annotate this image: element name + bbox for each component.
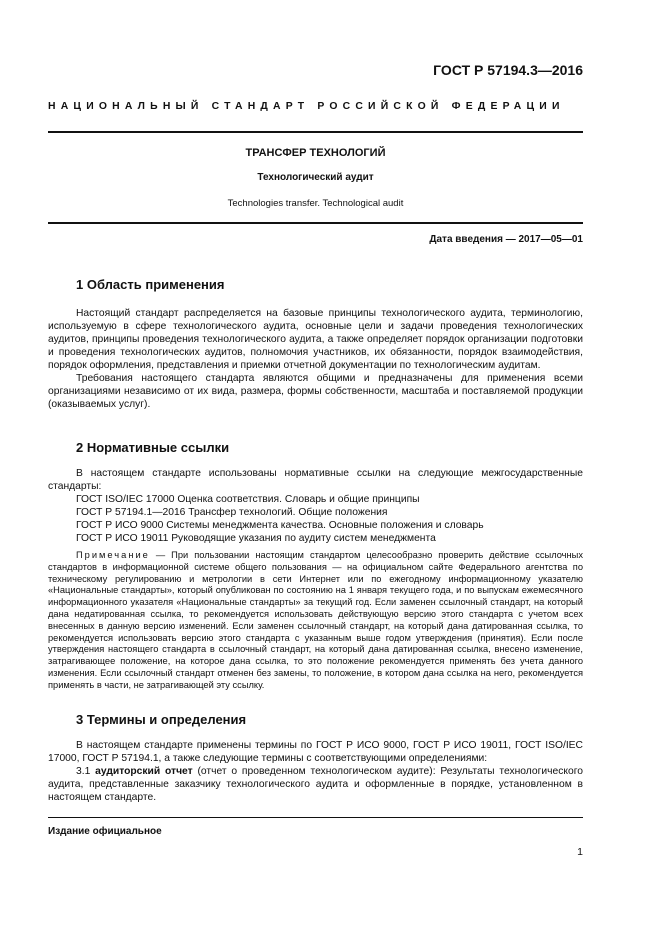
paragraph: Настоящий стандарт распределяется на базовые принципы технологического аудита, терминологию, используемую в сфере технологического аудита, основные цели и задачи проведения технологических аудитов, принципы проведения технологического аудита, а также определяет порядок организации подготовки и проведения технологических аудитов, полномочия участников, их обязанности, порядок взаимодействия, порядок оформления, представления и приемки отчетной документации по технологическим аудитам. [48, 308, 583, 371]
reference-item: ГОСТ Р 57194.1—2016 Трансфер технологий. Общие положения [76, 507, 388, 518]
reference-item: ГОСТ ISO/IEC 17000 Оценка соответствия. Словарь и общие принципы [76, 494, 420, 505]
section-heading: 3 Термины и определения [76, 712, 247, 727]
english-title: Technologies transfer. Technological audit [227, 198, 404, 209]
main-title: ТРАНСФЕР ТЕХНОЛОГИЙ [245, 147, 386, 159]
reference-item: ГОСТ Р ИСО 19011 Руководящие указания по аудиту систем менеджмента [76, 533, 436, 544]
reference-item: ГОСТ Р ИСО 9000 Системы менеджмента качества. Основные положения и словарь [76, 520, 484, 531]
page-number: 1 [577, 846, 583, 858]
note-paragraph [48, 550, 583, 692]
section-scope [48, 277, 583, 411]
term-name: аудиторский отчет [95, 766, 193, 777]
national-standard-banner: НАЦИОНАЛЬНЫЙ СТАНДАРТ РОССИЙСКОЙ ФЕДЕРАЦИИ [48, 101, 565, 112]
section-heading: 2 Нормативные ссылки [76, 440, 230, 455]
section-normative-references [48, 440, 583, 692]
header-divider [48, 131, 583, 133]
paragraph: В настоящем стандарте применены термины по ГОСТ Р ИСО 9000, ГОСТ Р ИСО 19011, ГОСТ ISO/IEC 17000, ГОСТ Р 57194.1, а также следующие термины с соответствующими определениями: [48, 740, 583, 764]
introduction-date: Дата введения — 2017—05—01 [429, 234, 583, 245]
title-divider [48, 222, 583, 224]
official-edition-label: Издание официальное [48, 826, 162, 837]
note-label: Примечание [76, 550, 150, 560]
term-definition [48, 765, 583, 804]
term-number: 3.1 [76, 766, 91, 777]
subtitle: Технологический аудит [257, 172, 374, 183]
document-code: ГОСТ Р 57194.3—2016 [433, 62, 583, 78]
paragraph: Требования настоящего стандарта являются общими и предназначены для применения всеми организациями независимо от их вида, размера, формы собственности, масштаба и поставляемой продукции (оказываемых услуг). [48, 373, 583, 410]
section-terms-definitions [48, 712, 583, 804]
term-definition-text: (отчет о проведенном технологическом аудите): Результаты технологического аудита, представленные заказчику технологического аудита и оформленные в порядке, установленном в настоящем стандарте. [48, 766, 583, 803]
paragraph: В настоящем стандарте использованы нормативные ссылки на следующие межгосударственные стандарты: [48, 468, 583, 492]
section-heading: 1 Область применения [76, 277, 225, 292]
note-text: — При пользовании настоящим стандартом целесообразно проверить действие ссылочных стандартов в информационной системе общего пользования — на официальном сайте Федерального агентства по техническому регулированию и метрологии в сети Интернет или по ежегодному информационному указателю «Национальные стандарты», который опубликован по состоянию на 1 января текущего года, и по выпускам ежемесячного информационного указателя «Национальные стандарты» за текущий год. Если заменен ссылочный стандарт, на который дана недатированная ссылка, то рекомендуется использовать действующую версию этого стандарта с учетом всех внесенных в данную версию изменений. Если заменен ссылочный стандарт, на который дана датированная ссылка, то рекомендуется использовать версию этого стандарта с указанным выше годом утверждения (принятия). Если после утверждения настоящего стандарта в ссылочный стандарт, на который дана датированная ссылка, внесено изменение, затрагивающее положение, на которое дана ссылка, то это положение рекомендуется применять без учета данного изменения. Если ссылочный стандарт отменен без замены, то положение, в котором дана ссылка на него, рекомендуется применять в части, не затрагивающей эту ссылку. [48, 550, 583, 690]
footer-divider [48, 817, 583, 818]
